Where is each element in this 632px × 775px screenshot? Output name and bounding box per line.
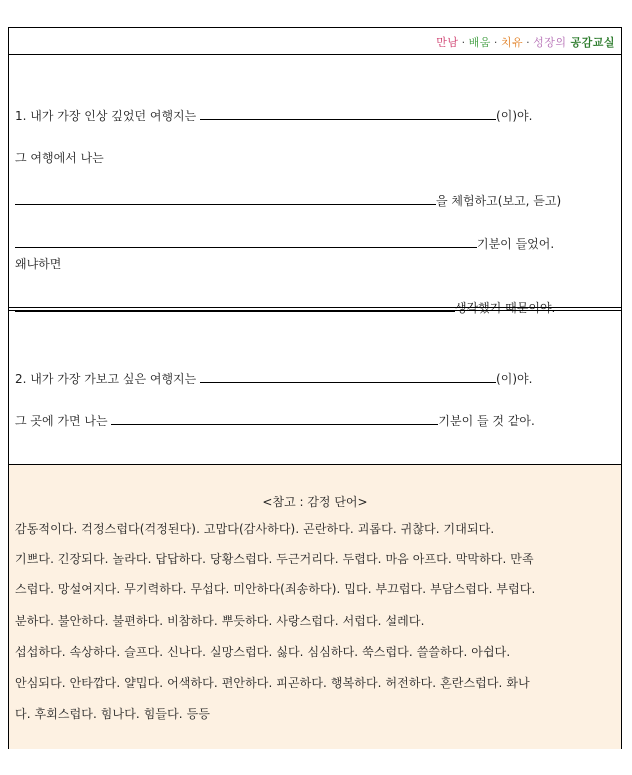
- q1-line-5: 왜냐하면: [15, 257, 62, 271]
- reference-title: <참고 : 감정 단어>: [262, 495, 368, 509]
- question-2-section: [9, 311, 621, 465]
- reference-line: 섭섭하다. 속상하다. 슬프다. 신나다. 실망스럽다. 싫다. 심심하다. 쑥스럽다. 쓸쓸하다. 아쉽다.: [15, 645, 511, 659]
- q1-prefix: 1. 내가 가장 인상 깊었던 여행지는: [15, 109, 197, 123]
- q1-feeling-blank[interactable]: [15, 235, 477, 248]
- q2-line-2: [15, 412, 535, 428]
- q2-prefix: 2. 내가 가장 가보고 싶은 여행지는: [15, 372, 197, 386]
- q1-line: [15, 107, 532, 123]
- q1-experience-blank[interactable]: [15, 192, 436, 205]
- brand-part-3: 치유: [500, 36, 524, 49]
- brand-part-5: 공감교실: [570, 36, 615, 49]
- q1-line-2: 그 여행에서 나는: [15, 151, 104, 165]
- brand-logo: [436, 34, 615, 50]
- reference-line: 스럽다. 망설여지다. 무기력하다. 무섭다. 미안하다(죄송하다). 밉다. 부끄럽다. 부담스럽다. 부럽다.: [15, 582, 536, 596]
- q2-line-2-prefix: 그 곳에 가면 나는: [15, 414, 108, 428]
- q2-line-2-suffix: 기분이 들 것 같아.: [438, 414, 535, 428]
- q1-suffix: (이)야.: [496, 109, 533, 123]
- brand-part-1: 만남: [436, 36, 459, 49]
- q2-suffix: (이)야.: [496, 372, 533, 386]
- brand-separator: ·: [461, 36, 466, 49]
- q1-line-4: [15, 235, 554, 251]
- q1-line-3-suffix: 을 체험하고(보고, 듣고): [436, 194, 562, 208]
- q1-line-3: [15, 192, 561, 208]
- header-bar: [9, 28, 621, 55]
- question-1-section: [9, 55, 621, 335]
- worksheet: [8, 27, 622, 749]
- reference-line: 분하다. 불안하다. 불편하다. 비참하다. 뿌듯하다. 사랑스럽다. 서럽다. 설레다.: [15, 614, 425, 628]
- q1-line-4-suffix: 기분이 들었어.: [477, 237, 555, 251]
- q2-line: [15, 370, 532, 386]
- reference-line: 다. 후회스럽다. 힘나다. 힘들다. 등등: [15, 707, 211, 721]
- brand-part-2: 배움: [468, 36, 491, 49]
- brand-separator: ·: [493, 36, 498, 49]
- brand-separator: ·: [526, 36, 531, 49]
- q1-answer-blank[interactable]: [200, 107, 496, 120]
- reference-line: 감동적이다. 걱정스럽다(걱정된다). 고맙다(감사하다). 곤란하다. 괴롭다. 귀찮다. 기대되다.: [15, 522, 495, 536]
- q2-feeling-blank[interactable]: [111, 412, 438, 425]
- brand-part-4: 성장의: [533, 36, 567, 49]
- reference-line: 기쁘다. 긴장되다. 놀라다. 답답하다. 당황스럽다. 두근거리다. 두렵다. 마음 아프다. 막막하다. 만족: [15, 552, 534, 566]
- reference-line: 안심되다. 안타깝다. 얄밉다. 어색하다. 편안하다. 피곤하다. 행복하다. 허전하다. 혼란스럽다. 화나: [15, 676, 530, 690]
- reference-box: [9, 465, 621, 749]
- q1-line-6-suffix: 생각했기 때문이야.: [455, 301, 556, 315]
- q2-answer-blank[interactable]: [200, 370, 496, 383]
